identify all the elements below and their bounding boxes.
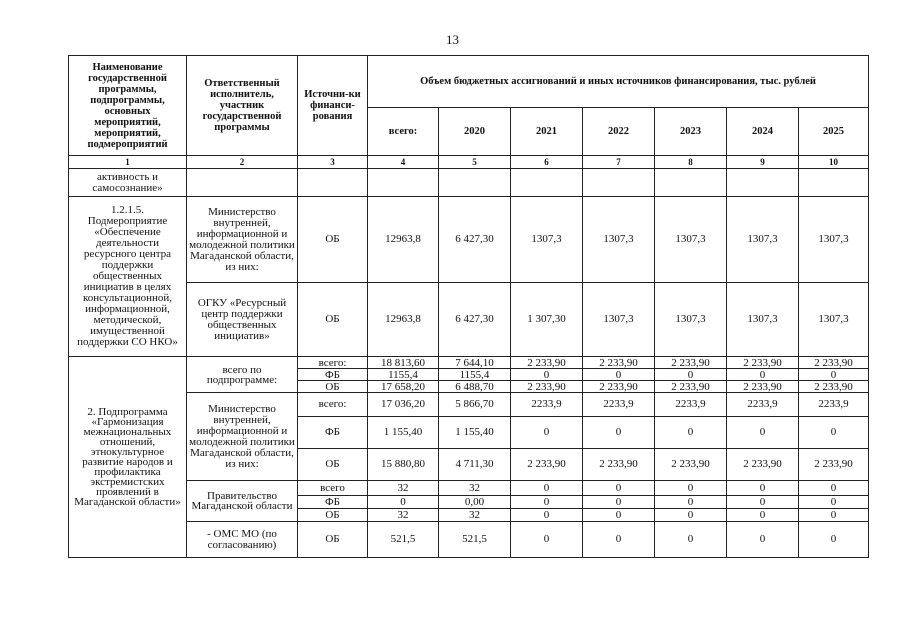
value-cell: 5 866,70 — [439, 393, 511, 417]
value-cell: 0 — [655, 522, 727, 558]
value-cell: 0 — [655, 369, 727, 381]
value-cell: 0 — [655, 481, 727, 496]
subprogram-2-name: 2. Подпрограмма «Гармонизация межнациональных отношений, этнокультурное развитие народов и профилактика экстремистских проявлений в Магаданской области» — [69, 357, 187, 558]
table-row — [69, 357, 869, 369]
value-cell: 2 233,90 — [655, 357, 727, 369]
header-name: Наименование государственной программы, подпрограммы, основных мероприятий, мероприятий, подмероприятий — [69, 56, 187, 156]
value-cell: 2 233,90 — [583, 357, 655, 369]
value-cell: 0 — [799, 522, 869, 558]
value-cell: 1307,3 — [583, 283, 655, 357]
value-cell: 2233,9 — [727, 393, 799, 417]
value-cell: 15 880,80 — [368, 449, 439, 481]
value-cell: 1307,3 — [511, 197, 583, 283]
value-cell: 0 — [799, 369, 869, 381]
table-row — [69, 197, 869, 283]
submeasure-1215-name: 1.2.1.5. Подмероприятие «Обеспечение деятельности ресурсного центра поддержки общественных инициатив в целях консультационной, информационной, методической, имущественной поддержки СО НКО» — [69, 197, 187, 357]
index-cell: 10 — [799, 156, 869, 169]
source-cell: ОБ — [298, 381, 368, 393]
value-cell: 0 — [655, 509, 727, 522]
subprogram-total-label: всего по подпрограмме: — [187, 357, 298, 393]
value-cell: 2 233,90 — [727, 357, 799, 369]
value-cell: 521,5 — [368, 522, 439, 558]
value-cell: 0 — [511, 481, 583, 496]
executor-ministry: Министерство внутренней, информационной и молодежной политики Магаданской области, из них: — [187, 197, 298, 283]
header-year-2021: 2021 — [511, 108, 583, 156]
value-cell: 2233,9 — [799, 393, 869, 417]
value-cell: 17 036,20 — [368, 393, 439, 417]
value-cell: 0 — [368, 496, 439, 509]
source-cell: всего: — [298, 393, 368, 417]
value-cell: 32 — [439, 481, 511, 496]
value-cell: 0 — [727, 369, 799, 381]
header-executor: Ответственный исполнитель, участник государственной программы — [187, 56, 298, 156]
value-cell: 0 — [583, 369, 655, 381]
source-cell: ОБ — [298, 283, 368, 357]
index-cell: 1 — [69, 156, 187, 169]
value-cell: 1155,4 — [439, 369, 511, 381]
source-cell: всего — [298, 481, 368, 496]
table-row — [69, 481, 869, 496]
value-cell: 0 — [727, 496, 799, 509]
value-cell: 0 — [583, 522, 655, 558]
value-cell: 2 233,90 — [655, 449, 727, 481]
executor-government: Правительство Магаданской области — [187, 481, 298, 522]
source-cell: ФБ — [298, 369, 368, 381]
value-cell: 0 — [511, 509, 583, 522]
value-cell: 0 — [727, 509, 799, 522]
value-cell: 2 233,90 — [583, 449, 655, 481]
value-cell: 0 — [583, 509, 655, 522]
value-cell: 2233,9 — [511, 393, 583, 417]
source-cell: ОБ — [298, 449, 368, 481]
source-cell: ФБ — [298, 417, 368, 449]
value-cell: 1 155,40 — [368, 417, 439, 449]
index-cell: 4 — [368, 156, 439, 169]
header-year-2024: 2024 — [727, 108, 799, 156]
value-cell: 0 — [727, 481, 799, 496]
value-cell: 1307,3 — [655, 197, 727, 283]
value-cell: 0 — [511, 417, 583, 449]
value-cell: 2 233,90 — [511, 381, 583, 393]
value-cell: 0 — [583, 496, 655, 509]
value-cell: 0 — [727, 417, 799, 449]
index-cell: 6 — [511, 156, 583, 169]
value-cell: 32 — [368, 509, 439, 522]
value-cell: 0 — [511, 522, 583, 558]
value-cell: 12963,8 — [368, 197, 439, 283]
table-row — [69, 283, 869, 357]
value-cell: 7 644,10 — [439, 357, 511, 369]
value-cell: 0 — [583, 481, 655, 496]
value-cell: 0 — [655, 417, 727, 449]
table-row — [69, 522, 869, 558]
header-year-total: всего: — [368, 108, 439, 156]
source-cell: ФБ — [298, 496, 368, 509]
value-cell: 1307,3 — [727, 283, 799, 357]
value-cell: 6 427,30 — [439, 283, 511, 357]
value-cell: 2 233,90 — [727, 449, 799, 481]
value-cell: 2 233,90 — [799, 381, 869, 393]
table-row — [69, 393, 869, 417]
value-cell: 1 155,40 — [439, 417, 511, 449]
value-cell: 0 — [727, 522, 799, 558]
header-year-2020: 2020 — [439, 108, 511, 156]
value-cell: 0 — [511, 496, 583, 509]
value-cell: 1155,4 — [368, 369, 439, 381]
value-cell: 1307,3 — [799, 283, 869, 357]
header-year-2025: 2025 — [799, 108, 869, 156]
header-year-2022: 2022 — [583, 108, 655, 156]
value-cell: 2 233,90 — [727, 381, 799, 393]
value-cell: 17 658,20 — [368, 381, 439, 393]
value-cell: 0,00 — [439, 496, 511, 509]
value-cell: 2 233,90 — [799, 357, 869, 369]
value-cell: 0 — [583, 417, 655, 449]
value-cell: 1307,3 — [655, 283, 727, 357]
header-volume: Объем бюджетных ассигнований и иных источников финансирования, тыс. рублей — [368, 56, 869, 108]
budget-table — [68, 55, 869, 558]
value-cell: 0 — [511, 369, 583, 381]
value-cell: 6 427,30 — [439, 197, 511, 283]
value-cell: 2 233,90 — [511, 449, 583, 481]
value-cell: 18 813,60 — [368, 357, 439, 369]
value-cell: 0 — [799, 417, 869, 449]
value-cell: 32 — [439, 509, 511, 522]
index-cell: 9 — [727, 156, 799, 169]
source-cell: ОБ — [298, 197, 368, 283]
value-cell: 2 233,90 — [655, 381, 727, 393]
value-cell: 0 — [655, 496, 727, 509]
value-cell: 1307,3 — [583, 197, 655, 283]
value-cell: 4 711,30 — [439, 449, 511, 481]
value-cell: 0 — [799, 509, 869, 522]
source-cell: ОБ — [298, 509, 368, 522]
value-cell: 2 233,90 — [583, 381, 655, 393]
value-cell: 2 233,90 — [511, 357, 583, 369]
value-cell: 32 — [368, 481, 439, 496]
value-cell: 6 488,70 — [439, 381, 511, 393]
index-cell: 3 — [298, 156, 368, 169]
value-cell: 2233,9 — [655, 393, 727, 417]
index-cell: 8 — [655, 156, 727, 169]
value-cell: 1307,3 — [727, 197, 799, 283]
source-cell: всего: — [298, 357, 368, 369]
value-cell: 521,5 — [439, 522, 511, 558]
header-source: Источни-ки финанси-рования — [298, 56, 368, 156]
index-cell: 2 — [187, 156, 298, 169]
value-cell: 2 233,90 — [799, 449, 869, 481]
executor-resource-center: ОГКУ «Ресурсный центр поддержки общественных инициатив» — [187, 283, 298, 357]
index-cell: 5 — [439, 156, 511, 169]
value-cell: 1 307,30 — [511, 283, 583, 357]
index-cell: 7 — [583, 156, 655, 169]
executor-ministry-2: Министерство внутренней, информационной и молодежной политики Магаданской области, из них: — [187, 393, 298, 481]
value-cell: 1307,3 — [799, 197, 869, 283]
value-cell: 2233,9 — [583, 393, 655, 417]
page-number: 13 — [446, 32, 459, 47]
source-cell: ОБ — [298, 522, 368, 558]
executor-oms: - ОМС МО (по согласованию) — [187, 522, 298, 558]
value-cell: 0 — [799, 496, 869, 509]
value-cell: 0 — [799, 481, 869, 496]
header-year-2023: 2023 — [655, 108, 727, 156]
continuation-name: активность и самосознание» — [69, 169, 187, 197]
value-cell: 12963,8 — [368, 283, 439, 357]
